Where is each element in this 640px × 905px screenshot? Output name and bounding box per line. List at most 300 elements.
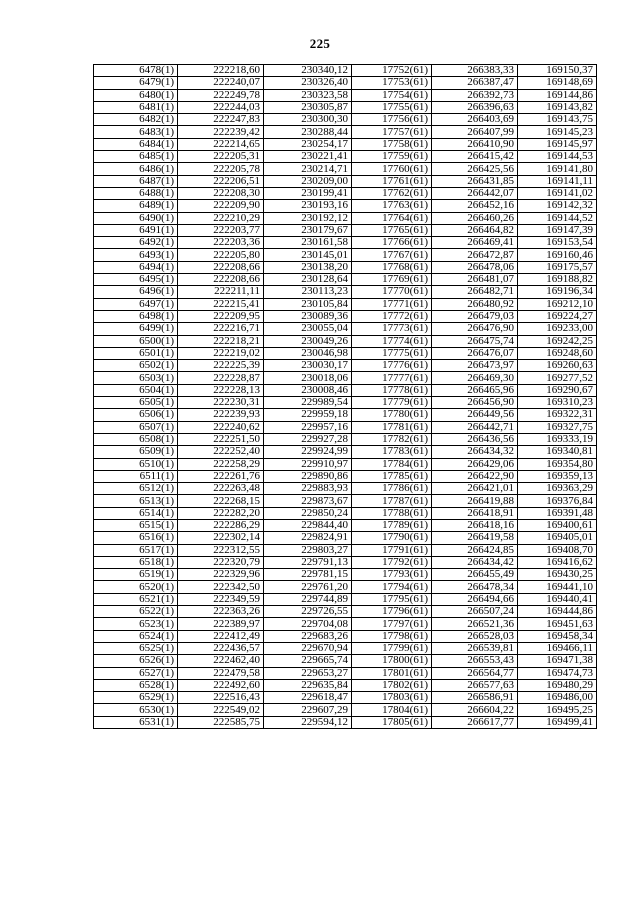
x-coordinate-cell: 266472,87 bbox=[432, 249, 518, 261]
table-row bbox=[94, 323, 597, 335]
x-coordinate-cell: 222208,66 bbox=[178, 274, 264, 286]
x-coordinate-cell: 266410,90 bbox=[432, 138, 518, 150]
x-coordinate-cell: 266482,71 bbox=[432, 286, 518, 298]
point-id-cell: 6478(1) bbox=[94, 65, 178, 77]
point-id-cell: 6526(1) bbox=[94, 655, 178, 667]
x-coordinate-cell: 266577,63 bbox=[432, 679, 518, 691]
point-id-cell: 6517(1) bbox=[94, 544, 178, 556]
point-id-cell: 6501(1) bbox=[94, 347, 178, 359]
x-coordinate-cell: 222349,59 bbox=[178, 593, 264, 605]
x-coordinate-cell: 266442,07 bbox=[432, 187, 518, 199]
table-row bbox=[94, 544, 597, 556]
table-row bbox=[94, 458, 597, 470]
y-coordinate-cell: 230199,41 bbox=[264, 187, 352, 199]
y-coordinate-cell: 169196,34 bbox=[518, 286, 597, 298]
x-coordinate-cell: 222252,40 bbox=[178, 446, 264, 458]
x-coordinate-cell: 222216,71 bbox=[178, 323, 264, 335]
point-id-cell: 17785(61) bbox=[352, 470, 432, 482]
y-coordinate-cell: 169248,60 bbox=[518, 347, 597, 359]
table-row bbox=[94, 679, 597, 691]
point-id-cell: 6509(1) bbox=[94, 446, 178, 458]
x-coordinate-cell: 222208,66 bbox=[178, 261, 264, 273]
table-row bbox=[94, 532, 597, 544]
table-row bbox=[94, 298, 597, 310]
y-coordinate-cell: 230193,16 bbox=[264, 200, 352, 212]
y-coordinate-cell: 169408,70 bbox=[518, 544, 597, 556]
point-id-cell: 6505(1) bbox=[94, 397, 178, 409]
x-coordinate-cell: 222247,83 bbox=[178, 114, 264, 126]
y-coordinate-cell: 169322,31 bbox=[518, 409, 597, 421]
x-coordinate-cell: 222218,21 bbox=[178, 335, 264, 347]
y-coordinate-cell: 229761,20 bbox=[264, 581, 352, 593]
coordinates-table bbox=[93, 64, 597, 729]
x-coordinate-cell: 266465,96 bbox=[432, 384, 518, 396]
point-id-cell: 17792(61) bbox=[352, 556, 432, 568]
y-coordinate-cell: 229959,18 bbox=[264, 409, 352, 421]
point-id-cell: 6514(1) bbox=[94, 507, 178, 519]
point-id-cell: 17797(61) bbox=[352, 618, 432, 630]
y-coordinate-cell: 230030,17 bbox=[264, 360, 352, 372]
y-coordinate-cell: 169144,53 bbox=[518, 151, 597, 163]
y-coordinate-cell: 169359,13 bbox=[518, 470, 597, 482]
y-coordinate-cell: 230018,06 bbox=[264, 372, 352, 384]
x-coordinate-cell: 266553,43 bbox=[432, 655, 518, 667]
y-coordinate-cell: 169480,29 bbox=[518, 679, 597, 691]
x-coordinate-cell: 222230,31 bbox=[178, 397, 264, 409]
y-coordinate-cell: 169451,63 bbox=[518, 618, 597, 630]
y-coordinate-cell: 169458,34 bbox=[518, 630, 597, 642]
x-coordinate-cell: 222208,30 bbox=[178, 187, 264, 199]
y-coordinate-cell: 230214,71 bbox=[264, 163, 352, 175]
table-row bbox=[94, 200, 597, 212]
y-coordinate-cell: 230105,84 bbox=[264, 298, 352, 310]
point-id-cell: 17779(61) bbox=[352, 397, 432, 409]
point-id-cell: 6493(1) bbox=[94, 249, 178, 261]
point-id-cell: 6490(1) bbox=[94, 212, 178, 224]
x-coordinate-cell: 266429,06 bbox=[432, 458, 518, 470]
point-id-cell: 6528(1) bbox=[94, 679, 178, 691]
table-row bbox=[94, 163, 597, 175]
table-row bbox=[94, 335, 597, 347]
y-coordinate-cell: 169277,52 bbox=[518, 372, 597, 384]
point-id-cell: 17753(61) bbox=[352, 77, 432, 89]
table-row bbox=[94, 249, 597, 261]
y-coordinate-cell: 229957,16 bbox=[264, 421, 352, 433]
x-coordinate-cell: 266452,16 bbox=[432, 200, 518, 212]
table-row bbox=[94, 581, 597, 593]
y-coordinate-cell: 169153,54 bbox=[518, 237, 597, 249]
x-coordinate-cell: 222214,65 bbox=[178, 138, 264, 150]
y-coordinate-cell: 229618,47 bbox=[264, 692, 352, 704]
x-coordinate-cell: 222258,29 bbox=[178, 458, 264, 470]
point-id-cell: 17782(61) bbox=[352, 433, 432, 445]
y-coordinate-cell: 169430,25 bbox=[518, 569, 597, 581]
table-row bbox=[94, 519, 597, 531]
point-id-cell: 6516(1) bbox=[94, 532, 178, 544]
x-coordinate-cell: 266586,91 bbox=[432, 692, 518, 704]
table-row bbox=[94, 397, 597, 409]
point-id-cell: 17805(61) bbox=[352, 716, 432, 728]
y-coordinate-cell: 229607,29 bbox=[264, 704, 352, 716]
point-id-cell: 17784(61) bbox=[352, 458, 432, 470]
y-coordinate-cell: 229989,54 bbox=[264, 397, 352, 409]
y-coordinate-cell: 230209,00 bbox=[264, 175, 352, 187]
y-coordinate-cell: 229653,27 bbox=[264, 667, 352, 679]
point-id-cell: 6531(1) bbox=[94, 716, 178, 728]
x-coordinate-cell: 266455,49 bbox=[432, 569, 518, 581]
table-row bbox=[94, 483, 597, 495]
point-id-cell: 17786(61) bbox=[352, 483, 432, 495]
x-coordinate-cell: 222389,97 bbox=[178, 618, 264, 630]
point-id-cell: 6497(1) bbox=[94, 298, 178, 310]
y-coordinate-cell: 169141,02 bbox=[518, 187, 597, 199]
y-coordinate-cell: 229791,13 bbox=[264, 556, 352, 568]
coordinates-table-body bbox=[94, 65, 597, 729]
y-coordinate-cell: 230340,12 bbox=[264, 65, 352, 77]
point-id-cell: 6479(1) bbox=[94, 77, 178, 89]
point-id-cell: 6486(1) bbox=[94, 163, 178, 175]
x-coordinate-cell: 266476,90 bbox=[432, 323, 518, 335]
x-coordinate-cell: 266617,77 bbox=[432, 716, 518, 728]
y-coordinate-cell: 229873,67 bbox=[264, 495, 352, 507]
x-coordinate-cell: 266478,34 bbox=[432, 581, 518, 593]
point-id-cell: 17754(61) bbox=[352, 89, 432, 101]
table-row bbox=[94, 372, 597, 384]
point-id-cell: 6513(1) bbox=[94, 495, 178, 507]
point-id-cell: 6496(1) bbox=[94, 286, 178, 298]
x-coordinate-cell: 222218,60 bbox=[178, 65, 264, 77]
point-id-cell: 17763(61) bbox=[352, 200, 432, 212]
point-id-cell: 6504(1) bbox=[94, 384, 178, 396]
x-coordinate-cell: 266464,82 bbox=[432, 224, 518, 236]
point-id-cell: 6506(1) bbox=[94, 409, 178, 421]
point-id-cell: 6527(1) bbox=[94, 667, 178, 679]
y-coordinate-cell: 229883,93 bbox=[264, 483, 352, 495]
y-coordinate-cell: 230323,58 bbox=[264, 89, 352, 101]
y-coordinate-cell: 169310,23 bbox=[518, 397, 597, 409]
y-coordinate-cell: 230055,04 bbox=[264, 323, 352, 335]
x-coordinate-cell: 266476,07 bbox=[432, 347, 518, 359]
table-row bbox=[94, 384, 597, 396]
x-coordinate-cell: 266418,16 bbox=[432, 519, 518, 531]
point-id-cell: 6494(1) bbox=[94, 261, 178, 273]
y-coordinate-cell: 230113,23 bbox=[264, 286, 352, 298]
point-id-cell: 6507(1) bbox=[94, 421, 178, 433]
y-coordinate-cell: 169400,61 bbox=[518, 519, 597, 531]
point-id-cell: 17787(61) bbox=[352, 495, 432, 507]
x-coordinate-cell: 266469,30 bbox=[432, 372, 518, 384]
y-coordinate-cell: 169466,11 bbox=[518, 642, 597, 654]
table-row bbox=[94, 667, 597, 679]
point-id-cell: 17794(61) bbox=[352, 581, 432, 593]
point-id-cell: 6502(1) bbox=[94, 360, 178, 372]
point-id-cell: 17781(61) bbox=[352, 421, 432, 433]
point-id-cell: 6512(1) bbox=[94, 483, 178, 495]
point-id-cell: 6483(1) bbox=[94, 126, 178, 138]
table-row bbox=[94, 556, 597, 568]
x-coordinate-cell: 266415,42 bbox=[432, 151, 518, 163]
y-coordinate-cell: 230128,64 bbox=[264, 274, 352, 286]
point-id-cell: 17771(61) bbox=[352, 298, 432, 310]
y-coordinate-cell: 230326,40 bbox=[264, 77, 352, 89]
x-coordinate-cell: 266460,26 bbox=[432, 212, 518, 224]
x-coordinate-cell: 266396,63 bbox=[432, 101, 518, 113]
point-id-cell: 6515(1) bbox=[94, 519, 178, 531]
point-id-cell: 17766(61) bbox=[352, 237, 432, 249]
y-coordinate-cell: 169405,01 bbox=[518, 532, 597, 544]
table-row bbox=[94, 89, 597, 101]
y-coordinate-cell: 169150,37 bbox=[518, 65, 597, 77]
table-row bbox=[94, 470, 597, 482]
y-coordinate-cell: 230089,36 bbox=[264, 310, 352, 322]
table-row bbox=[94, 126, 597, 138]
x-coordinate-cell: 266507,24 bbox=[432, 606, 518, 618]
y-coordinate-cell: 230221,41 bbox=[264, 151, 352, 163]
point-id-cell: 17800(61) bbox=[352, 655, 432, 667]
y-coordinate-cell: 169327,75 bbox=[518, 421, 597, 433]
point-id-cell: 6508(1) bbox=[94, 433, 178, 445]
x-coordinate-cell: 222436,57 bbox=[178, 642, 264, 654]
table-row bbox=[94, 114, 597, 126]
x-coordinate-cell: 222240,62 bbox=[178, 421, 264, 433]
table-row bbox=[94, 630, 597, 642]
x-coordinate-cell: 266604,22 bbox=[432, 704, 518, 716]
point-id-cell: 17796(61) bbox=[352, 606, 432, 618]
x-coordinate-cell: 222209,90 bbox=[178, 200, 264, 212]
y-coordinate-cell: 229890,86 bbox=[264, 470, 352, 482]
point-id-cell: 17752(61) bbox=[352, 65, 432, 77]
point-id-cell: 6498(1) bbox=[94, 310, 178, 322]
table-row bbox=[94, 175, 597, 187]
table-row bbox=[94, 433, 597, 445]
x-coordinate-cell: 266419,58 bbox=[432, 532, 518, 544]
x-coordinate-cell: 222268,15 bbox=[178, 495, 264, 507]
point-id-cell: 17761(61) bbox=[352, 175, 432, 187]
point-id-cell: 17757(61) bbox=[352, 126, 432, 138]
table-row bbox=[94, 446, 597, 458]
table-row bbox=[94, 642, 597, 654]
point-id-cell: 17776(61) bbox=[352, 360, 432, 372]
x-coordinate-cell: 266480,92 bbox=[432, 298, 518, 310]
table-row bbox=[94, 618, 597, 630]
x-coordinate-cell: 222329,96 bbox=[178, 569, 264, 581]
x-coordinate-cell: 266473,97 bbox=[432, 360, 518, 372]
point-id-cell: 17769(61) bbox=[352, 274, 432, 286]
y-coordinate-cell: 230008,46 bbox=[264, 384, 352, 396]
y-coordinate-cell: 229850,24 bbox=[264, 507, 352, 519]
y-coordinate-cell: 229744,89 bbox=[264, 593, 352, 605]
point-id-cell: 17764(61) bbox=[352, 212, 432, 224]
x-coordinate-cell: 266421,01 bbox=[432, 483, 518, 495]
table-row bbox=[94, 187, 597, 199]
point-id-cell: 17762(61) bbox=[352, 187, 432, 199]
x-coordinate-cell: 222492,60 bbox=[178, 679, 264, 691]
point-id-cell: 17790(61) bbox=[352, 532, 432, 544]
point-id-cell: 17759(61) bbox=[352, 151, 432, 163]
x-coordinate-cell: 222412,49 bbox=[178, 630, 264, 642]
x-coordinate-cell: 266424,85 bbox=[432, 544, 518, 556]
point-id-cell: 17793(61) bbox=[352, 569, 432, 581]
point-id-cell: 6499(1) bbox=[94, 323, 178, 335]
point-id-cell: 6492(1) bbox=[94, 237, 178, 249]
y-coordinate-cell: 229683,26 bbox=[264, 630, 352, 642]
x-coordinate-cell: 266475,74 bbox=[432, 335, 518, 347]
point-id-cell: 17775(61) bbox=[352, 347, 432, 359]
x-coordinate-cell: 266469,41 bbox=[432, 237, 518, 249]
point-id-cell: 6485(1) bbox=[94, 151, 178, 163]
table-row bbox=[94, 704, 597, 716]
y-coordinate-cell: 230161,58 bbox=[264, 237, 352, 249]
y-coordinate-cell: 169242,25 bbox=[518, 335, 597, 347]
table-row bbox=[94, 360, 597, 372]
x-coordinate-cell: 222479,58 bbox=[178, 667, 264, 679]
point-id-cell: 6484(1) bbox=[94, 138, 178, 150]
y-coordinate-cell: 229910,97 bbox=[264, 458, 352, 470]
table-row bbox=[94, 65, 597, 77]
table-row bbox=[94, 421, 597, 433]
y-coordinate-cell: 229927,28 bbox=[264, 433, 352, 445]
y-coordinate-cell: 169141,11 bbox=[518, 175, 597, 187]
y-coordinate-cell: 229726,55 bbox=[264, 606, 352, 618]
x-coordinate-cell: 266539,81 bbox=[432, 642, 518, 654]
point-id-cell: 6488(1) bbox=[94, 187, 178, 199]
x-coordinate-cell: 266419,88 bbox=[432, 495, 518, 507]
y-coordinate-cell: 169444,86 bbox=[518, 606, 597, 618]
y-coordinate-cell: 169474,73 bbox=[518, 667, 597, 679]
x-coordinate-cell: 222249,78 bbox=[178, 89, 264, 101]
x-coordinate-cell: 222203,77 bbox=[178, 224, 264, 236]
point-id-cell: 17789(61) bbox=[352, 519, 432, 531]
point-id-cell: 6487(1) bbox=[94, 175, 178, 187]
y-coordinate-cell: 169363,29 bbox=[518, 483, 597, 495]
x-coordinate-cell: 222205,80 bbox=[178, 249, 264, 261]
table-row bbox=[94, 409, 597, 421]
x-coordinate-cell: 266387,47 bbox=[432, 77, 518, 89]
x-coordinate-cell: 222239,42 bbox=[178, 126, 264, 138]
x-coordinate-cell: 222286,29 bbox=[178, 519, 264, 531]
x-coordinate-cell: 222211,11 bbox=[178, 286, 264, 298]
x-coordinate-cell: 266494,66 bbox=[432, 593, 518, 605]
y-coordinate-cell: 169143,82 bbox=[518, 101, 597, 113]
point-id-cell: 17801(61) bbox=[352, 667, 432, 679]
x-coordinate-cell: 222312,55 bbox=[178, 544, 264, 556]
y-coordinate-cell: 229924,99 bbox=[264, 446, 352, 458]
point-id-cell: 17767(61) bbox=[352, 249, 432, 261]
y-coordinate-cell: 230138,20 bbox=[264, 261, 352, 273]
table-row bbox=[94, 237, 597, 249]
x-coordinate-cell: 222225,39 bbox=[178, 360, 264, 372]
x-coordinate-cell: 266403,69 bbox=[432, 114, 518, 126]
point-id-cell: 6510(1) bbox=[94, 458, 178, 470]
table-row bbox=[94, 310, 597, 322]
y-coordinate-cell: 169145,97 bbox=[518, 138, 597, 150]
x-coordinate-cell: 266392,73 bbox=[432, 89, 518, 101]
y-coordinate-cell: 169175,57 bbox=[518, 261, 597, 273]
x-coordinate-cell: 266478,06 bbox=[432, 261, 518, 273]
point-id-cell: 6519(1) bbox=[94, 569, 178, 581]
x-coordinate-cell: 266479,03 bbox=[432, 310, 518, 322]
y-coordinate-cell: 169144,52 bbox=[518, 212, 597, 224]
point-id-cell: 6495(1) bbox=[94, 274, 178, 286]
point-id-cell: 17795(61) bbox=[352, 593, 432, 605]
table-row bbox=[94, 261, 597, 273]
point-id-cell: 17783(61) bbox=[352, 446, 432, 458]
x-coordinate-cell: 222363,26 bbox=[178, 606, 264, 618]
point-id-cell: 17804(61) bbox=[352, 704, 432, 716]
y-coordinate-cell: 169260,63 bbox=[518, 360, 597, 372]
point-id-cell: 6525(1) bbox=[94, 642, 178, 654]
x-coordinate-cell: 222585,75 bbox=[178, 716, 264, 728]
point-id-cell: 17768(61) bbox=[352, 261, 432, 273]
table-row bbox=[94, 274, 597, 286]
point-id-cell: 17803(61) bbox=[352, 692, 432, 704]
point-id-cell: 17772(61) bbox=[352, 310, 432, 322]
x-coordinate-cell: 266481,07 bbox=[432, 274, 518, 286]
y-coordinate-cell: 229781,15 bbox=[264, 569, 352, 581]
x-coordinate-cell: 222244,03 bbox=[178, 101, 264, 113]
x-coordinate-cell: 266436,56 bbox=[432, 433, 518, 445]
x-coordinate-cell: 266456,90 bbox=[432, 397, 518, 409]
y-coordinate-cell: 229665,74 bbox=[264, 655, 352, 667]
x-coordinate-cell: 222282,20 bbox=[178, 507, 264, 519]
y-coordinate-cell: 169333,19 bbox=[518, 433, 597, 445]
y-coordinate-cell: 229670,94 bbox=[264, 642, 352, 654]
point-id-cell: 17760(61) bbox=[352, 163, 432, 175]
point-id-cell: 6503(1) bbox=[94, 372, 178, 384]
y-coordinate-cell: 169416,62 bbox=[518, 556, 597, 568]
x-coordinate-cell: 266564,77 bbox=[432, 667, 518, 679]
table-row bbox=[94, 716, 597, 728]
point-id-cell: 17788(61) bbox=[352, 507, 432, 519]
x-coordinate-cell: 222462,40 bbox=[178, 655, 264, 667]
y-coordinate-cell: 169145,23 bbox=[518, 126, 597, 138]
y-coordinate-cell: 229704,08 bbox=[264, 618, 352, 630]
x-coordinate-cell: 266418,91 bbox=[432, 507, 518, 519]
table-row bbox=[94, 347, 597, 359]
x-coordinate-cell: 266521,36 bbox=[432, 618, 518, 630]
point-id-cell: 17773(61) bbox=[352, 323, 432, 335]
x-coordinate-cell: 222203,36 bbox=[178, 237, 264, 249]
x-coordinate-cell: 222516,43 bbox=[178, 692, 264, 704]
table-row bbox=[94, 692, 597, 704]
point-id-cell: 6530(1) bbox=[94, 704, 178, 716]
point-id-cell: 17799(61) bbox=[352, 642, 432, 654]
y-coordinate-cell: 229803,27 bbox=[264, 544, 352, 556]
y-coordinate-cell: 169441,10 bbox=[518, 581, 597, 593]
point-id-cell: 17774(61) bbox=[352, 335, 432, 347]
table-row bbox=[94, 569, 597, 581]
x-coordinate-cell: 222263,48 bbox=[178, 483, 264, 495]
y-coordinate-cell: 230046,98 bbox=[264, 347, 352, 359]
y-coordinate-cell: 169224,27 bbox=[518, 310, 597, 322]
y-coordinate-cell: 169233,00 bbox=[518, 323, 597, 335]
x-coordinate-cell: 266434,42 bbox=[432, 556, 518, 568]
y-coordinate-cell: 169340,81 bbox=[518, 446, 597, 458]
y-coordinate-cell: 230254,17 bbox=[264, 138, 352, 150]
point-id-cell: 6482(1) bbox=[94, 114, 178, 126]
y-coordinate-cell: 229594,12 bbox=[264, 716, 352, 728]
y-coordinate-cell: 230179,67 bbox=[264, 224, 352, 236]
x-coordinate-cell: 222251,50 bbox=[178, 433, 264, 445]
y-coordinate-cell: 230145,01 bbox=[264, 249, 352, 261]
y-coordinate-cell: 230300,30 bbox=[264, 114, 352, 126]
point-id-cell: 6520(1) bbox=[94, 581, 178, 593]
y-coordinate-cell: 230305,87 bbox=[264, 101, 352, 113]
x-coordinate-cell: 266528,03 bbox=[432, 630, 518, 642]
x-coordinate-cell: 222205,78 bbox=[178, 163, 264, 175]
point-id-cell: 6529(1) bbox=[94, 692, 178, 704]
table-row bbox=[94, 655, 597, 667]
